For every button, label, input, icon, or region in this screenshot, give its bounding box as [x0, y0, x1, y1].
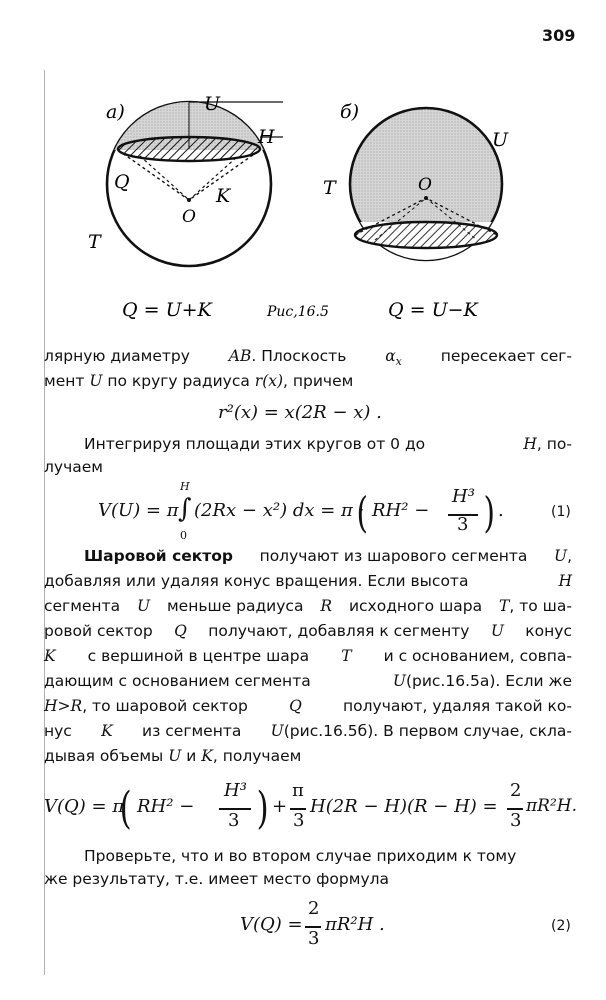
- p4-line1: Проверьте, что и во втором случае приходим к тому: [84, 847, 517, 865]
- p1-line1: лярную диаметру AB. Плоскость $\alpha_x$ пересекает сег-: [44, 347, 572, 369]
- label-a-H: H: [258, 126, 275, 148]
- book-page: 309 а) U H Q K O T б) U T O Q = U+K Рис,16.5 Q = U−K лярную диаметру AB. Плоскость $\alpha_x$ пересекает сег- мент U по кругу радиуса r(x), причем r²(x) = x(2R − x) . Интегрируя площади этих кругов от 0 до H, по- лучаем V(U) = π H ∫ 0 (2Rx − x²) dx = π · ( RH² − H³ 3 ) . (1) Шаровой сектор получают из шарового сегмента U, добавляя или удаляя конус вращения. Если высота H сегмента U меньше радиуса R исходного шара T, то ша- ровой сектор Q получают, добавляя к сегменту U конус K с вершиной в центре шара T и с основанием, совпа- дающим с основанием сегмента U(рис.16.5а). Если же H>R, то шаровой сектор Q получают, удаляя такой ко- нус K из сегмента U(рис.16.5б). В первом случае, скла- дывая объемы U и K, получаем V(Q) = π ( RH² − H³ 3 ) + π 3 H(2R − H)(R − H) = 2 3 πR²H. Проверьте, что и во втором случае приходим к тому же результату, т.е. имеет место формула V(Q) = 2 3 πR²H . (2): [0, 0, 606, 1000]
- label-b: б): [340, 101, 360, 123]
- equation-r: r²(x) = x(2R − x) .: [218, 402, 382, 423]
- figure-16-5: [70, 88, 540, 328]
- p3-line5: K с вершиной в центре шара T и с основанием, совпа-: [44, 647, 572, 665]
- p1-line2: мент U по кругу радиуса r(x), причем: [44, 372, 354, 390]
- p4-line2: же результату, т.е. имеет место формула: [44, 870, 390, 888]
- margin-rule: [44, 70, 45, 975]
- p3-line1: Шаровой сектор получают из шарового сегмента U,: [84, 547, 572, 565]
- page-number: 309: [542, 26, 576, 45]
- p3-line9: дывая объемы U и K, получаем: [44, 747, 302, 765]
- figure-a: [107, 102, 283, 266]
- label-b-U: U: [492, 129, 509, 151]
- label-a: а): [106, 101, 125, 123]
- p3-line8: нус K из сегмента U(рис.16.5б). В первом случае, скла-: [44, 722, 572, 740]
- p2-line2: лучаем: [44, 458, 103, 476]
- p2-line1: Интегрируя площади этих кругов от 0 до H, по-: [84, 435, 572, 453]
- label-b-O: O: [418, 175, 432, 195]
- label-a-U: U: [204, 93, 221, 115]
- formula-b: Q = U−K: [388, 299, 478, 321]
- label-a-T: T: [88, 231, 101, 253]
- formula-a: Q = U+K: [122, 299, 212, 321]
- p3-line2: добавляя или удаляя конус вращения. Если высота H: [44, 572, 572, 590]
- label-a-O: O: [182, 207, 196, 227]
- p3-line3: сегмента U меньше радиуса R исходного шара T, то ша-: [44, 597, 572, 615]
- p3-line4: ровой сектор Q получают, добавляя к сегменту U конус: [44, 622, 572, 640]
- label-a-K: K: [216, 185, 231, 207]
- p3-line6: дающим с основанием сегмента U(рис.16.5а). Если же: [44, 672, 572, 690]
- p3-line7: H>R, то шаровой сектор Q получают, удаляя такой ко-: [44, 697, 572, 715]
- figure-caption: Рис,16.5: [267, 304, 329, 320]
- label-b-T: T: [323, 177, 336, 199]
- label-a-Q: Q: [114, 171, 130, 193]
